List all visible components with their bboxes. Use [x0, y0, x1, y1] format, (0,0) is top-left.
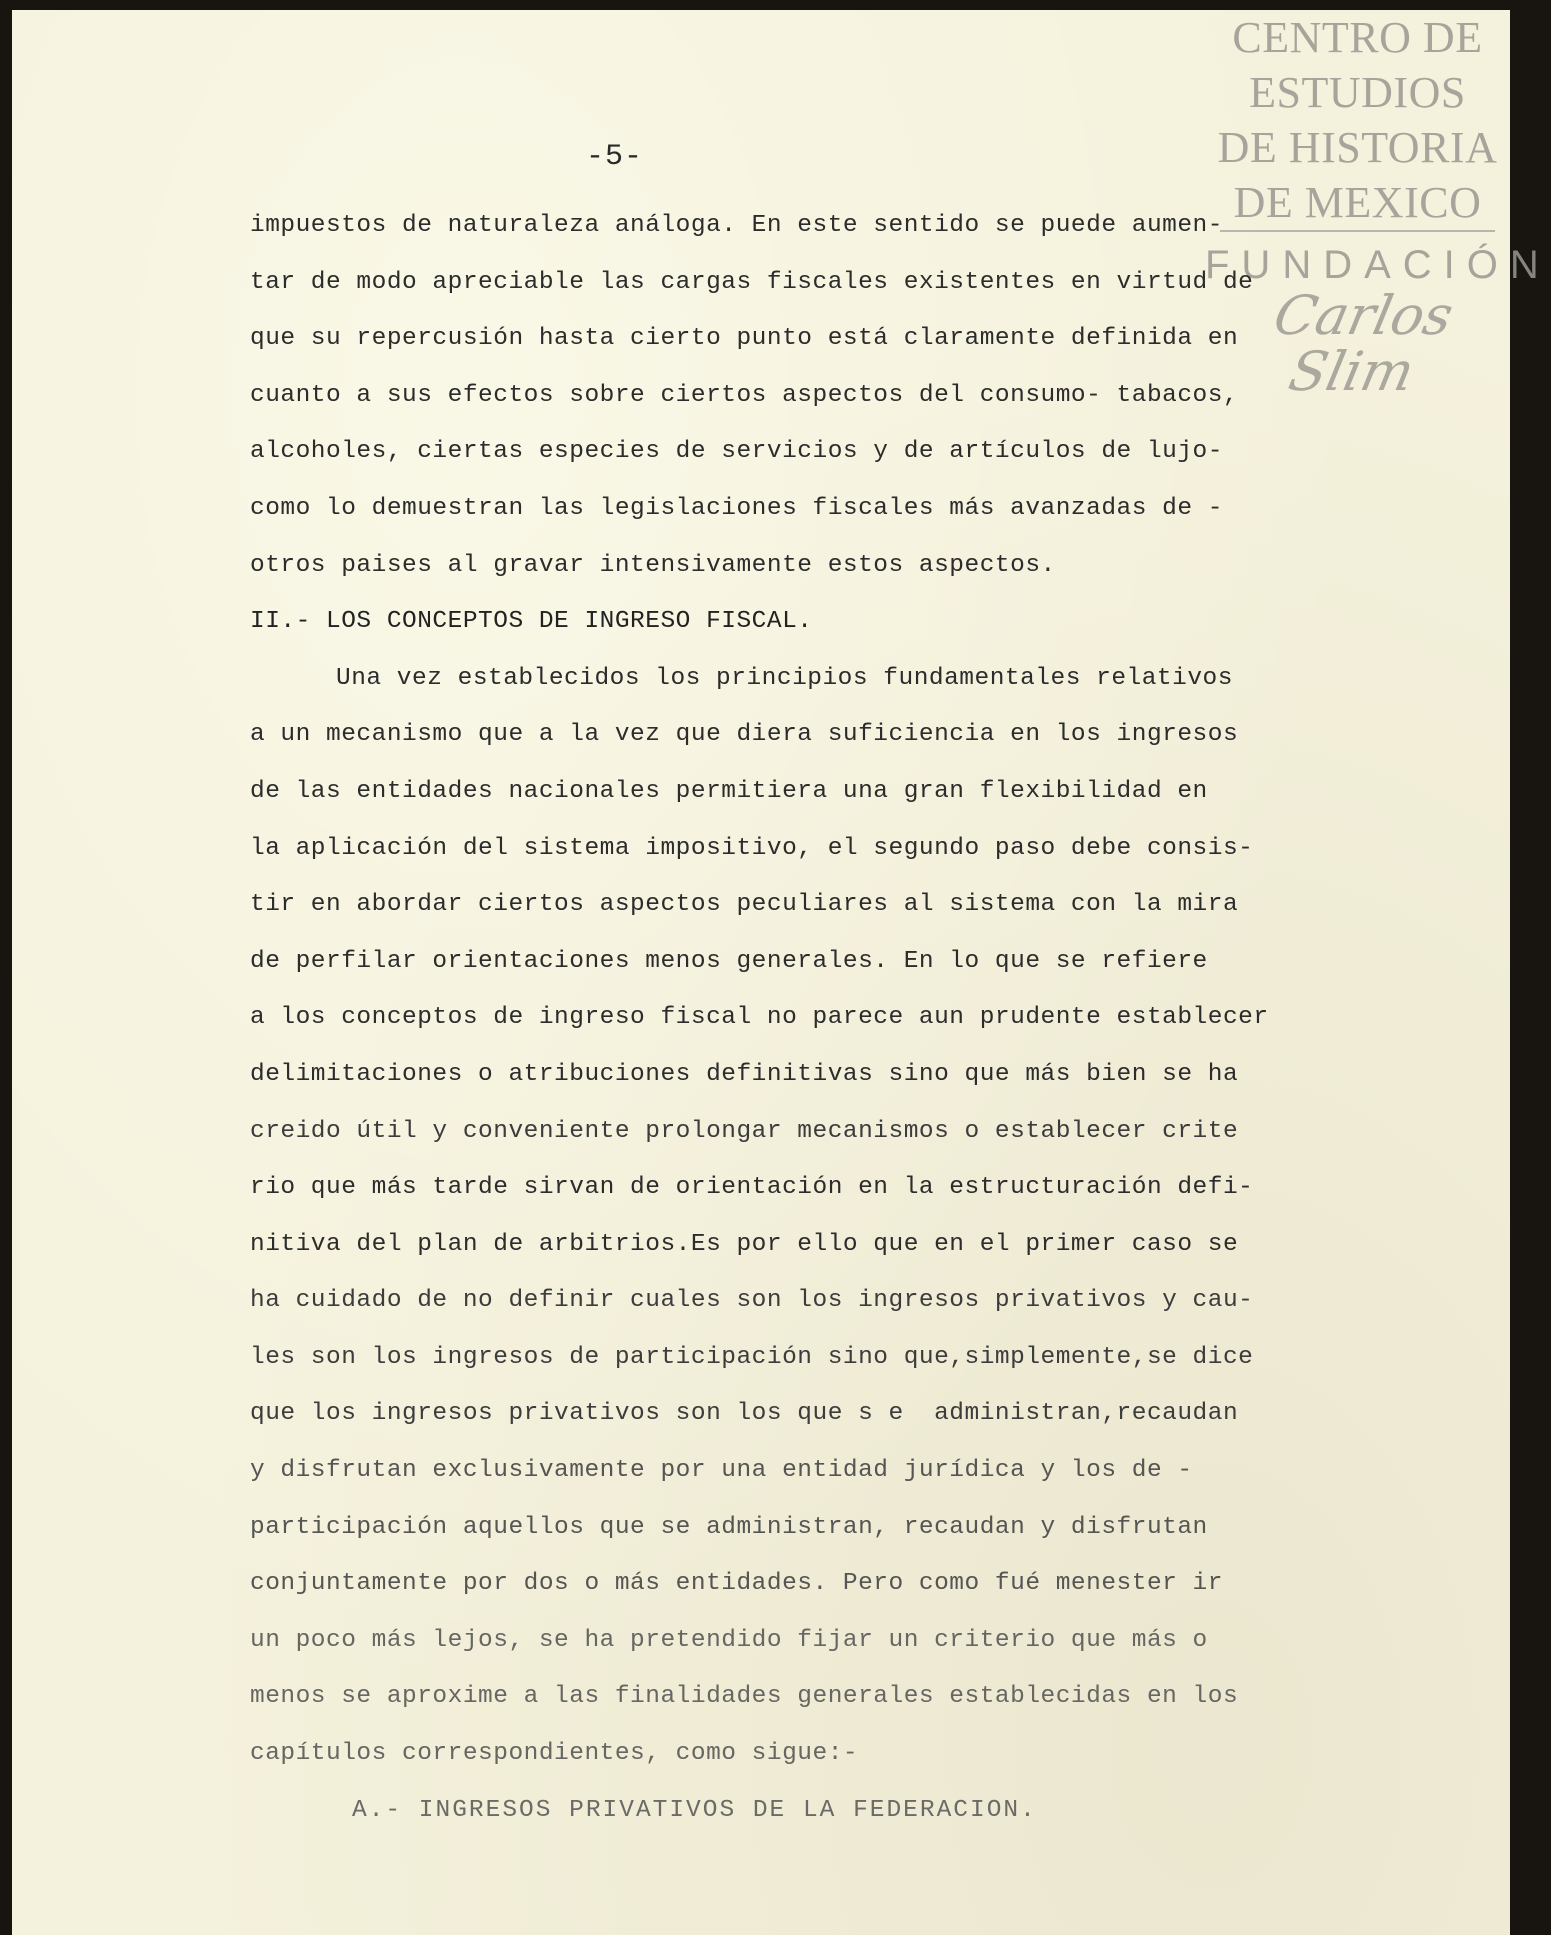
watermark-foundation: FUNDACIÓN — [1205, 243, 1551, 287]
text-line: participación aquellos que se administran, recaudan y disfrutan — [250, 1513, 1208, 1541]
watermark-line-3: DE HISTORIA — [1217, 123, 1498, 172]
text-line: les son los ingresos de participación sino que,simplemente,se dice — [250, 1343, 1254, 1371]
watermark-line-4: DE MEXICO — [1233, 178, 1482, 227]
text-line: impuestos de naturaleza análoga. En este sentido se puede aumen- — [250, 212, 1223, 239]
text-line: de perfilar orientaciones menos generales. En lo que se refiere — [250, 947, 1208, 975]
watermark-line-1: CENTRO DE — [1232, 13, 1483, 62]
text-line: tir en abordar ciertos aspectos peculiares al sistema con la mira — [250, 891, 1239, 919]
text-line: de las entidades nacionales permitiera una gran flexibilidad en — [250, 777, 1208, 805]
text-line: ha cuidado de no definir cuales son los ingresos privativos y cau- — [250, 1287, 1254, 1315]
text-line: a un mecanismo que a la vez que diera suficiencia en los ingresos — [250, 721, 1239, 749]
watermark-line-2: ESTUDIOS — [1249, 68, 1466, 117]
text-line: conjuntamente por dos o más entidades. Pero como fué menester ir — [250, 1570, 1223, 1598]
text-line: y disfrutan exclusivamente por una entidad jurídica y los de - — [250, 1457, 1193, 1485]
text-line: cuanto a sus efectos sobre ciertos aspectos del consumo- tabacos, — [250, 381, 1239, 409]
page-edge-notch — [0, 1548, 12, 1568]
text-line: que los ingresos privativos son los que s e administran,recaudan — [250, 1400, 1239, 1428]
text-line: capítulos correspondientes, como sigue:- — [250, 1740, 859, 1768]
text-line: la aplicación del sistema impositivo, el segundo paso debe consis- — [250, 834, 1254, 862]
document-text — [250, 198, 1400, 1839]
document-page — [12, 10, 1551, 1935]
watermark-signature: Carlos Slim — [1268, 284, 1459, 403]
text-line: a los conceptos de ingreso fiscal no parece aun prudente establecer — [250, 1004, 1269, 1032]
text-line: que su repercusión hasta cierto punto está claramente definida en — [250, 325, 1239, 353]
text-line: creido útil y conveniente prolongar mecanismos o establecer crite — [250, 1117, 1239, 1145]
text-line: nitiva del plan de arbitrios.Es por ello que en el primer caso se — [250, 1230, 1239, 1258]
text-line: un poco más lejos, se ha pretendido fijar un criterio que más o — [250, 1626, 1208, 1654]
page-number: -5- — [586, 140, 644, 174]
text-line: menos se aproxime a las finalidades generales establecidas en los — [250, 1683, 1239, 1711]
text-line: Una vez establecidos los principios fundamentales relativos — [336, 664, 1233, 692]
text-line: rio que más tarde sirvan de orientación en la estructuración defi- — [250, 1174, 1254, 1202]
section-heading: II.- LOS CONCEPTOS DE INGRESO FISCAL. — [250, 608, 813, 636]
text-line: tar de modo apreciable las cargas fiscales existentes en virtud de — [250, 268, 1254, 296]
text-line: como lo demuestran las legislaciones fiscales más avanzadas de - — [250, 494, 1223, 522]
text-line: otros paises al gravar intensivamente estos aspectos. — [250, 551, 1056, 579]
subsection-heading: A.- INGRESOS PRIVATIVOS DE LA FEDERACION. — [352, 1796, 1037, 1824]
text-line: alcoholes, ciertas especies de servicios y de artículos de lujo- — [250, 438, 1223, 466]
text-line: delimitaciones o atribuciones definitivas sino que más bien se ha — [250, 1060, 1239, 1088]
